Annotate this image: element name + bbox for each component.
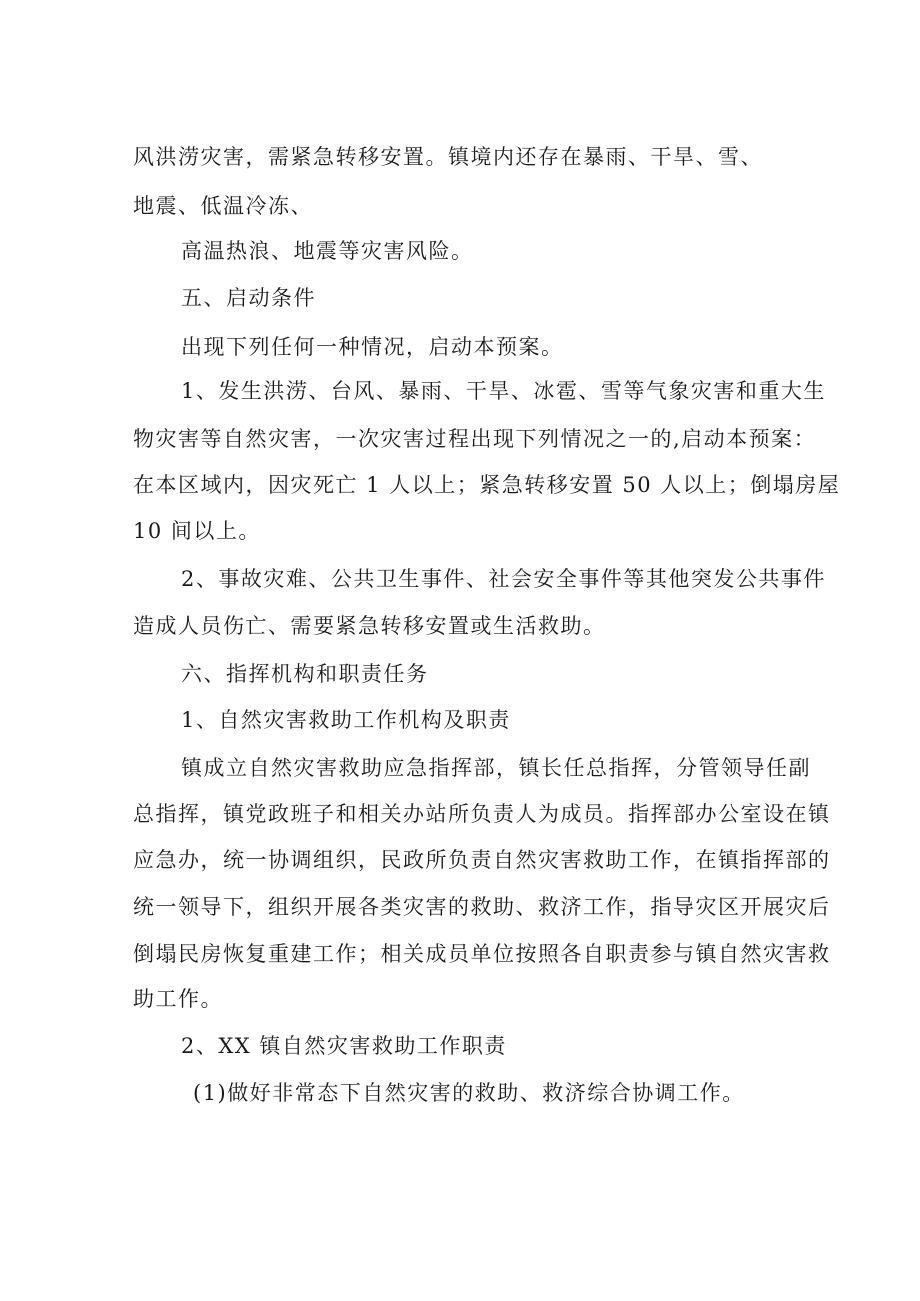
section-heading: 五、启动条件	[181, 286, 316, 310]
list-item-line: 在本区域内，因灾死亡 1 人以上；紧急转移安置 50 人以上；倒塌房屋	[133, 473, 841, 497]
list-item-line: (1)做好非常态下自然灾害的救助、救济综合协调工作。	[193, 1081, 745, 1105]
body-text-line: 应急办，统一协调组织，民政所负责自然灾害救助工作，在镇指挥部的	[133, 848, 831, 872]
list-item-line: 1、发生洪涝、台风、暴雨、干旱、冰雹、雪等气象灾害和重大生	[181, 379, 826, 403]
body-text-line: 倒塌民房恢复重建工作；相关成员单位按照各自职责参与镇自然灾害救	[133, 942, 831, 966]
list-item-line: 物灾害等自然灾害，一次灾害过程出现下列情况之一的,启动本预案：	[133, 427, 817, 451]
body-text-line: 镇成立自然灾害救助应急指挥部，镇长任总指挥，分管领导任副	[181, 756, 811, 780]
list-item-line: 2、事故灾难、公共卫生事件、社会安全事件等其他突发公共事件	[181, 567, 826, 591]
body-text-line: 助工作。	[133, 987, 223, 1011]
section-heading: 六、指挥机构和职责任务	[181, 662, 429, 686]
body-text-line: 地震、低温冷冻、	[133, 194, 313, 218]
body-text-line: 总指挥，镇党政班子和相关办站所负责人为成员。指挥部办公室设在镇	[133, 802, 831, 826]
subsection-heading: 2、XX 镇自然灾害救助工作职责	[181, 1034, 507, 1058]
body-text-line: 风洪涝灾害，需紧急转移安置。镇境内还存在暴雨、干旱、雪、	[133, 145, 763, 169]
list-item-line: 造成人员伤亡、需要紧急转移安置或生活救助。	[133, 614, 606, 638]
subsection-heading: 1、自然灾害救助工作机构及职责	[181, 708, 511, 732]
body-text-line: 统一领导下，组织开展各类灾害的救助、救济工作，指导灾区开展灾后	[133, 895, 831, 919]
body-text-line: 高温热浪、地震等灾害风险。	[181, 239, 474, 263]
body-text-line: 出现下列任何一种情况，启动本预案。	[181, 335, 564, 359]
list-item-line: 10 间以上。	[133, 519, 261, 543]
